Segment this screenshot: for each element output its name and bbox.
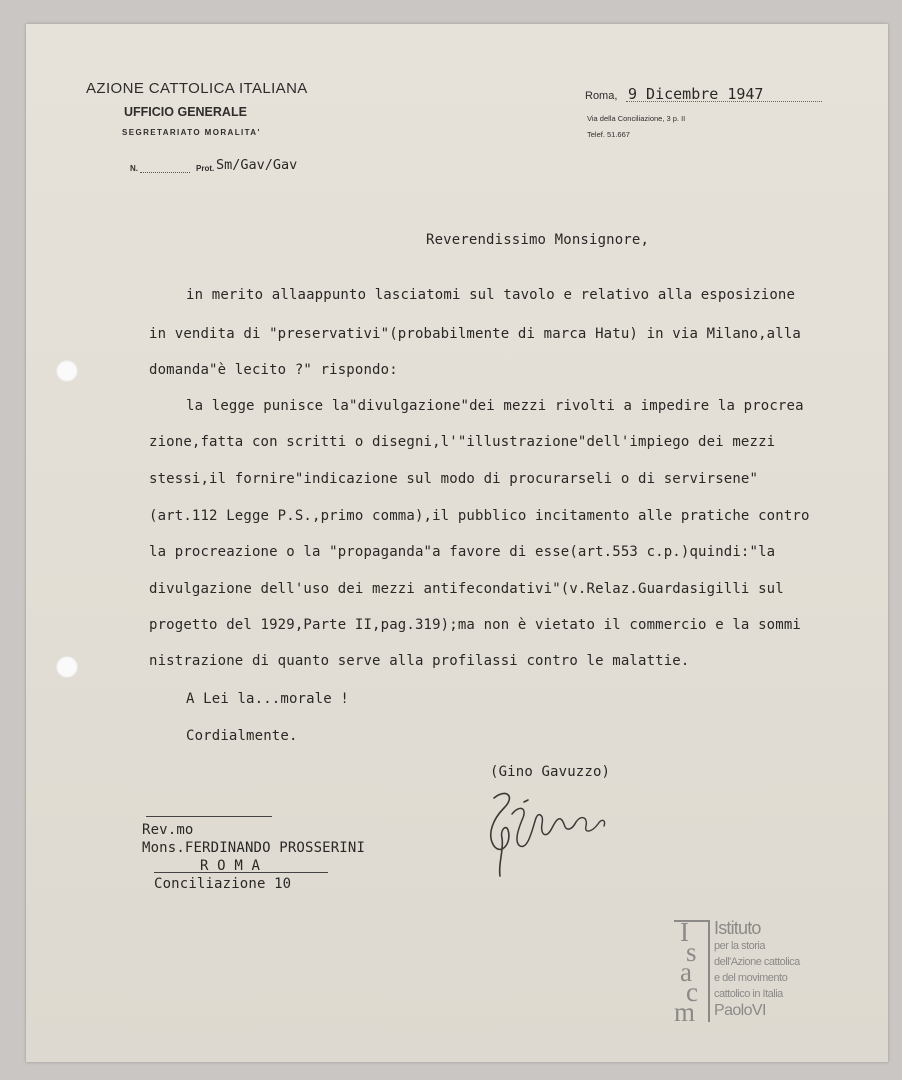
logo-letter: a — [680, 957, 692, 987]
number-label: N. — [130, 164, 138, 173]
logo-title: Istituto — [714, 918, 761, 938]
punch-hole-top — [56, 360, 78, 382]
recipient-city-underline — [154, 872, 328, 873]
recipient-street: Conciliazione 10 — [154, 876, 292, 892]
recipient-title: Rev.mo — [142, 822, 194, 838]
closing-greeting: Cordialmente. — [186, 728, 298, 744]
logo-text-line: cattolico in Italia — [714, 988, 783, 1000]
body-line: progetto del 1929,Parte II,pag.319);ma non è vietato il commercio e la sommi — [149, 617, 801, 633]
body-line: divulgazione dell'uso dei mezzi antifecondativi"(v.Relaz.Guardasigilli sul — [149, 581, 784, 597]
body-line: zione,fatta con scritti o disegni,l'"illustrazione"dell'impiego dei mezzi — [149, 434, 776, 450]
number-field-line — [140, 172, 190, 173]
body-line: nistrazione di quanto serve alla profilassi contro le malattie. — [149, 653, 690, 669]
punch-hole-bottom — [56, 656, 78, 678]
body-line: domanda"è lecito ?" rispondo: — [149, 362, 398, 378]
protocol-label: Prot. — [196, 164, 215, 173]
logo-letter: s — [686, 937, 697, 967]
recipient-city: R O M A — [200, 858, 261, 874]
body-line: in merito allaappunto lasciatomi sul tavolo e relativo alla esposizione — [186, 287, 796, 303]
letter-paper — [26, 24, 888, 1062]
salutation: Reverendissimo Monsignore, — [426, 232, 650, 248]
letter-date: 9 Dicembre 1947 — [628, 85, 764, 103]
recipient-separator — [146, 816, 272, 817]
logo-rule-vertical — [708, 920, 710, 1022]
office-address: Via della Conciliazione, 3 p. II — [587, 114, 686, 123]
org-office: UFFICIO GENERALE — [124, 105, 247, 119]
office-phone: Telef. 51.667 — [587, 130, 630, 139]
handwritten-signature — [476, 784, 612, 884]
logo-letter: I — [680, 917, 689, 947]
org-name: AZIONE CATTOLICA ITALIANA — [86, 80, 308, 97]
body-line: la legge punisce la"divulgazione"dei mezzi rivolti a impedire la procrea — [186, 398, 804, 414]
org-sector: SEGRETARIATO MORALITA' — [122, 128, 261, 137]
body-line: (art.112 Legge P.S.,primo comma),il pubblico incitamento alle pratiche contro — [149, 508, 810, 524]
signer-name: (Gino Gavuzzo) — [490, 764, 611, 780]
logo-text-line: per la storia — [714, 940, 765, 952]
body-line: stessi,il fornire"indicazione sul modo di procurarseli o di servirsene" — [149, 471, 759, 487]
body-line: la procreazione o la "propaganda"a favore di esse(art.553 c.p.)quindi:"la — [149, 544, 776, 560]
date-field-line — [626, 101, 822, 102]
logo-letter: c — [686, 977, 698, 1007]
body-line: in vendita di "preservativi"(probabilmente di marca Hatu) in via Milano,alla — [149, 326, 801, 342]
logo-letter: m — [674, 997, 696, 1027]
recipient-name: Mons.FERDINANDO PROSSERINI — [142, 840, 366, 856]
logo-bottom: PaoloVI — [714, 1002, 766, 1019]
logo-text-line: dell'Azione cattolica — [714, 956, 800, 968]
institute-watermark-logo — [672, 917, 822, 1027]
closing-remark: A Lei la...morale ! — [186, 691, 349, 707]
date-city: Roma, — [585, 90, 618, 102]
protocol-value: Sm/Gav/Gav — [216, 157, 298, 173]
logo-text-line: e del movimento — [714, 972, 788, 984]
